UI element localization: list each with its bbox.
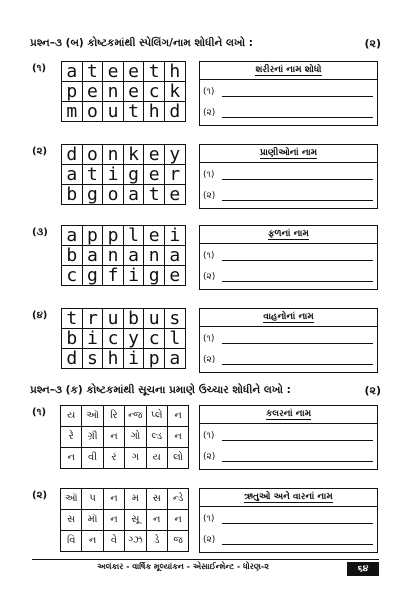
grid-cell: રં [103,448,124,469]
grid-cell: સ [61,510,82,531]
grid-cell: a [62,165,83,185]
answer-box-title-text: કલરનાં નામ [265,409,312,419]
grid-cell: ન્જ [125,406,146,427]
page-footer [32,559,379,576]
answer-line[interactable] [203,247,373,265]
grid-cell: d [164,102,185,122]
grid-cell: k [164,82,185,102]
grid-cell: i [103,165,124,185]
answer-box-title-text: ઋતુઓ અને વારનાં નામ [244,492,333,502]
writing-rule [222,523,373,524]
grid-cell: n [103,246,124,266]
answer-box-title [200,406,377,424]
grid-cell: p [62,82,83,102]
grid-cell: c [103,329,124,349]
answer-line-label: (૨) [203,452,216,462]
grid-cell: ગ્ઝ [125,531,146,552]
answer-box-title [200,489,377,507]
grid-cell: u [144,309,165,329]
grid-cell: p [82,226,103,246]
grid-cell: n [103,82,124,102]
grid-cell: વિ [61,531,82,552]
answer-line-label: (૨) [203,108,216,118]
grid-cell: સ [146,489,167,510]
grid-cell: c [144,82,165,102]
writing-rule [222,281,373,282]
grid-cell: d [62,145,83,165]
grid-cell: સૂ [125,510,146,531]
answer-line-label: (૨) [203,272,216,282]
grid-cell: d [62,349,83,369]
grid-cell: a [123,185,144,205]
question-number: (૨) [32,146,48,157]
grid-cell: ન [103,510,124,531]
grid-cell: ય [61,406,82,427]
grid-cell: a [82,246,103,266]
answer-line-label: (૧) [203,87,215,97]
grid-cell: ન [103,427,124,448]
section-b-heading: પ્રશ્ન–૩ (બ) કોષ્ટકમાંથી સ્પેલિંગ/નામ શોધીને લખો : [30,37,253,49]
grid-cell: t [144,62,165,82]
question-number: (૩) [32,227,48,238]
letter-grid [61,144,186,205]
grid-cell: r [82,309,103,329]
question-number: (૨) [32,490,48,501]
grid-cell: b [62,185,83,205]
answer-box-title-text: પ્રાણીઓનાં નામ [259,148,318,158]
grid-cell: ન [103,489,124,510]
grid-cell: ન [167,510,188,531]
grid-cell: ન [167,427,188,448]
grid-cell: u [103,309,124,329]
grid-cell: મ [125,489,146,510]
grid-cell: f [103,266,124,286]
grid-cell: e [123,82,144,102]
answer-box-title [200,226,377,244]
grid-cell: ગો [125,427,146,448]
grid-cell: c [144,329,165,349]
answer-box-title-text: વાહનોનાં નામ [263,312,314,322]
writing-rule [222,440,373,441]
grid-cell: g [82,185,103,205]
letter-grid [61,61,186,122]
grid-cell: a [62,62,83,82]
answer-line[interactable] [203,330,373,348]
grid-cell: i [82,329,103,349]
answer-box-title-text: ફળનાં નામ [268,229,309,239]
grid-cell: e [103,62,124,82]
answer-line-label: (૧) [203,251,215,261]
section-k-heading: પ્રશ્ન–૩ (ક) કોષ્ટકમાંથી સૂચના પ્રમાણે ઉચ્ચાર શોધીને લખો : [30,384,291,396]
answer-line[interactable] [203,531,373,549]
grid-cell: a [164,246,185,266]
answer-line-label: (૨) [203,535,216,545]
grid-cell: ન્ડે [167,489,188,510]
answer-line[interactable] [203,83,373,101]
grid-cell: i [164,226,185,246]
grid-cell: ન [146,510,167,531]
grid-cell: ન [82,531,103,552]
grid-cell: l [164,329,185,349]
section-k-marks: (૨) [364,384,381,397]
grid-cell: વે [103,531,124,552]
grid-cell: e [123,62,144,82]
grid-cell: s [164,309,185,329]
grid-cell: y [164,145,185,165]
writing-rule [222,96,373,97]
letter-grid [60,488,189,552]
grid-cell: e [144,165,165,185]
page-number: ૬૪ [347,562,379,576]
grid-cell: t [82,62,103,82]
grid-cell: t [82,165,103,185]
answer-box-title [200,145,377,163]
grid-cell: રિ [103,406,124,427]
grid-cell: s [82,349,103,369]
grid-cell: મૉ [82,510,103,531]
grid-cell: h [144,102,165,122]
grid-cell: p [144,349,165,369]
grid-cell: m [62,102,83,122]
section-b-marks: (૨) [364,37,381,50]
grid-cell: p [103,226,124,246]
grid-cell: n [103,145,124,165]
answer-box [199,308,378,373]
grid-cell: g [123,165,144,185]
writing-rule [222,260,373,261]
answer-line[interactable] [203,351,373,369]
answer-line[interactable] [203,166,373,184]
grid-cell: વી [82,448,103,469]
grid-cell: પ્લે [146,406,167,427]
writing-rule [222,544,373,545]
grid-cell: o [103,185,124,205]
grid-cell: n [144,246,165,266]
grid-cell: o [82,102,103,122]
grid-cell: b [123,309,144,329]
grid-cell: ડે [146,531,167,552]
grid-cell: ન [61,448,82,469]
answer-box [199,488,378,553]
grid-cell: t [123,102,144,122]
grid-cell: a [123,246,144,266]
grid-cell: ગ [125,448,146,469]
grid-cell: a [164,349,185,369]
answer-line[interactable] [203,268,373,286]
grid-cell: ગ્રી [82,427,103,448]
footer-text: અલંકાર - વાર્ષિક મૂલ્યાંકન - એસાઈન્મેન્ટ - ધોરણ-૨ [97,562,269,571]
grid-cell: g [144,266,165,286]
grid-cell: h [164,62,185,82]
grid-cell: r [164,165,185,185]
grid-cell: b [62,329,83,349]
answer-box [199,61,378,126]
grid-cell: b [62,246,83,266]
answer-line[interactable] [203,427,373,445]
letter-grid [61,225,186,286]
answer-line[interactable] [203,448,373,466]
answer-line-label: (૧) [203,334,215,344]
writing-rule [222,343,373,344]
grid-cell: લ્ડ [146,427,167,448]
grid-cell: ઑ [82,406,103,427]
answer-line-label: (૨) [203,191,216,201]
grid-cell: e [164,266,185,286]
answer-line[interactable] [203,104,373,122]
grid-cell: e [82,82,103,102]
question-number: (૧) [32,63,47,74]
answer-box-title [200,309,377,327]
grid-cell: ય [146,448,167,469]
grid-cell: જ [167,531,188,552]
grid-cell: ન [167,406,188,427]
grid-cell: k [123,145,144,165]
question-number: (૪) [32,310,48,321]
grid-cell: e [144,145,165,165]
letter-grid [61,308,186,369]
answer-box [199,144,378,209]
grid-cell: l [123,226,144,246]
grid-cell: a [62,226,83,246]
question-number: (૧) [32,407,47,418]
writing-rule [222,200,373,201]
writing-rule [222,179,373,180]
answer-line[interactable] [203,187,373,205]
grid-cell: u [103,102,124,122]
grid-cell: o [82,145,103,165]
answer-line-label: (૧) [203,431,215,441]
answer-line-label: (૨) [203,355,216,365]
grid-cell: ઑ [61,489,82,510]
grid-cell: t [144,185,165,205]
grid-cell: e [164,185,185,205]
writing-rule [222,364,373,365]
answer-box-title [200,62,377,80]
grid-cell: e [144,226,165,246]
answer-line-label: (૧) [203,514,215,524]
grid-cell: g [82,266,103,286]
grid-cell: y [123,329,144,349]
letter-grid [60,405,189,469]
answer-line[interactable] [203,510,373,528]
writing-rule [222,117,373,118]
grid-cell: t [62,309,83,329]
answer-box [199,405,378,470]
answer-box-title-text: શરીરનાં નામ શોધો [255,65,322,75]
writing-rule [222,461,373,462]
grid-cell: પ [82,489,103,510]
grid-cell: i [123,349,144,369]
grid-cell: c [62,266,83,286]
grid-cell: રે [61,427,82,448]
answer-box [199,225,378,290]
grid-cell: i [123,266,144,286]
grid-cell: h [103,349,124,369]
grid-cell: લો [167,448,188,469]
answer-line-label: (૧) [203,170,215,180]
